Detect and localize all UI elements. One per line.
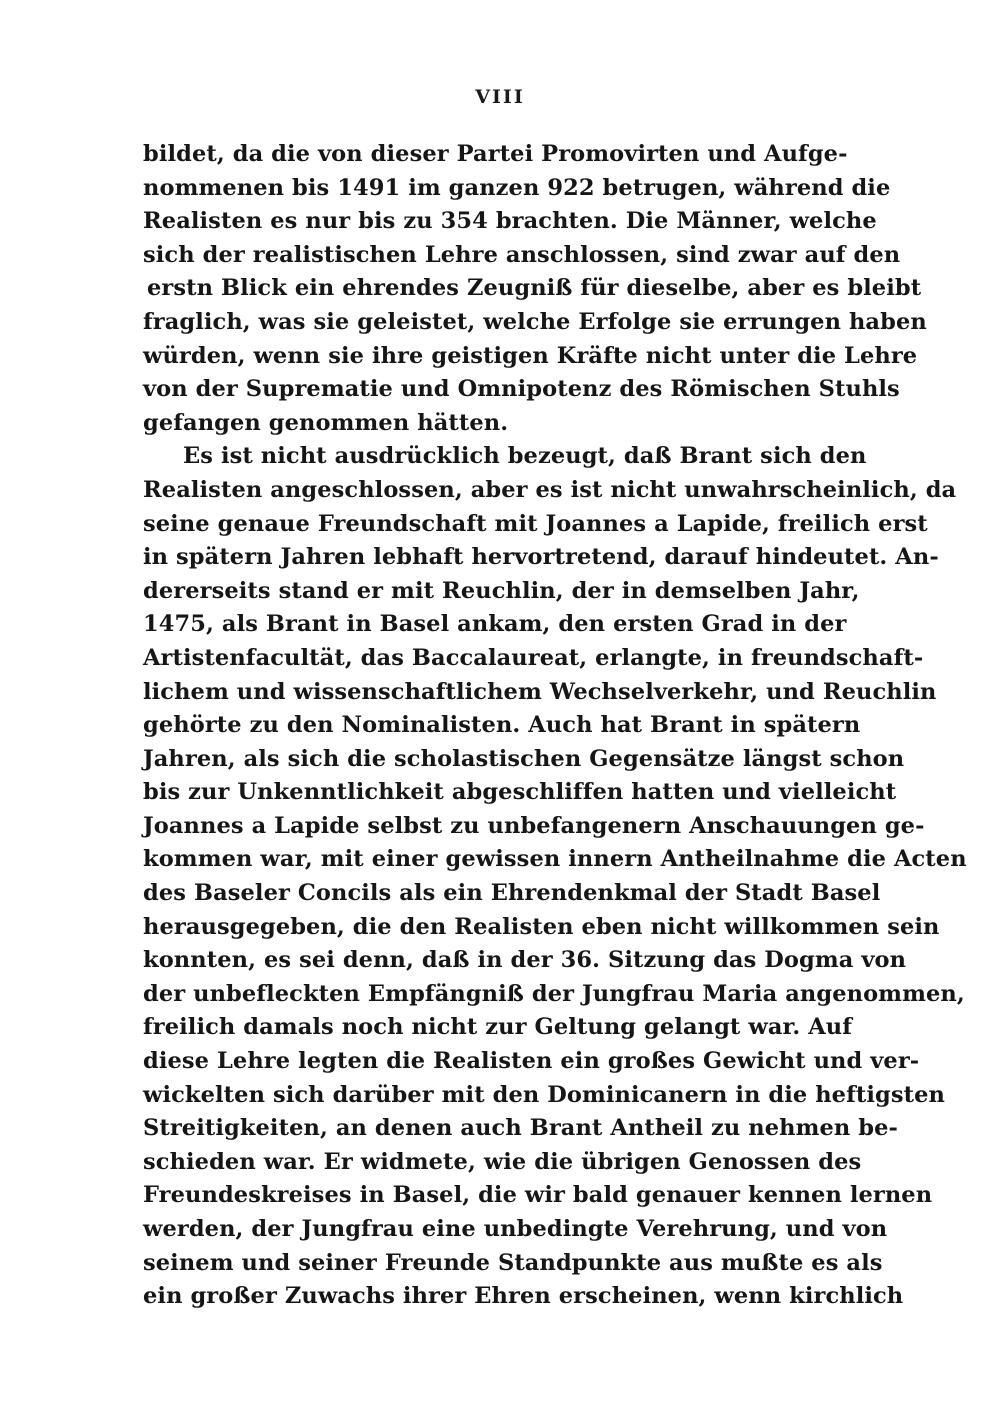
paragraph-end-line: gefangen genommen hätten. [143, 409, 509, 436]
text-line: ein großer Zuwachs ihrer Ehren erscheinen, wenn kirchlich [143, 1283, 904, 1310]
text-line: der unbefleckten Empfängniß der Jungfrau Maria angenommen, [143, 980, 965, 1007]
text-line: herausgegeben, die den Realisten eben nicht willkommen sein [143, 913, 940, 940]
page-number: VIII [475, 86, 525, 108]
text-line: Jahren, als sich die scholastischen Gegensätze längst schon [143, 745, 905, 772]
text-line: würden, wenn sie ihre geistigen Kräfte nicht unter die Lehre [143, 342, 918, 369]
text-line: gehörte zu den Nominalisten. Auch hat Brant in spätern [143, 712, 861, 739]
text-line: werden, der Jungfrau eine unbedingte Verehrung, und von [143, 1216, 888, 1242]
text-line: schieden war. Er widmete, wie die übrigen Genossen des [143, 1148, 862, 1175]
text-line: 1475, als Brant in Basel ankam, den ersten Grad in der [143, 611, 847, 638]
text-line: wickelten sich darüber mit den Dominicanern in die heftigsten [143, 1081, 945, 1108]
text-line: fraglich, was sie geleistet, welche Erfolge sie errungen haben [143, 308, 927, 335]
text-line: bildet, da die von dieser Partei Promovirten und Aufge- [143, 141, 848, 167]
text-line: in spätern Jahren lebhaft hervortretend, darauf hindeutet. An- [143, 544, 939, 571]
text-line: von der Suprematie und Omnipotenz des Römischen Stuhls [143, 376, 900, 403]
text-line: diese Lehre legten die Realisten ein großes Gewicht und ver- [143, 1048, 920, 1075]
text-line: nommenen bis 1491 im ganzen 922 betrugen, während die [143, 174, 891, 201]
text-line: Realisten angeschlossen, aber es ist nicht unwahrscheinlich, da [143, 476, 957, 503]
text-line: Artistenfacultät, das Baccalaureat, erlangte, in freundschaft- [143, 644, 924, 671]
text-line: Freundeskreises in Basel, die wir bald genauer kennen lernen [143, 1182, 933, 1209]
text-line: Joannes a Lapide selbst zu unbefangenern Anschauungen ge- [143, 812, 925, 839]
text-line: des Baseler Concils als ein Ehrendenkmal der Stadt Basel [143, 880, 881, 907]
text-line: kommen war, mit einer gewissen innern Antheilnahme die Acten [143, 846, 967, 873]
text-line: seine genaue Freundschaft mit Joannes a Lapide, freilich erst [143, 510, 928, 537]
text-line: lichem und wissenschaftlichem Wechselverkehr, und Reuchlin [143, 678, 937, 705]
paragraph-start-line: Es ist nicht ausdrücklich bezeugt, daß Brant sich den [183, 443, 867, 470]
text-line: Realisten es nur bis zu 354 brachten. Die Männer, welche [143, 208, 877, 235]
text-line: Streitigkeiten, an denen auch Brant Antheil zu nehmen be- [143, 1115, 898, 1142]
text-line: erstn Blick ein ehrendes Zeugniß für dieselbe, aber es bleibt [147, 275, 922, 302]
text-line: dererseits stand er mit Reuchlin, der in demselben Jahr, [143, 577, 860, 604]
text-line: bis zur Unkenntlichkeit abgeschliffen hatten und vielleicht [143, 779, 897, 806]
body-text [143, 138, 967, 1314]
text-line: freilich damals noch nicht zur Geltung gelangt war. Auf [143, 1014, 853, 1041]
text-line: seinem und seiner Freunde Standpunkte aus mußte es als [143, 1249, 883, 1276]
text-line: sich der realistischen Lehre anschlossen, sind zwar auf den [143, 241, 901, 268]
text-line: konnten, es sei denn, daß in der 36. Sitzung das Dogma von [143, 947, 907, 974]
